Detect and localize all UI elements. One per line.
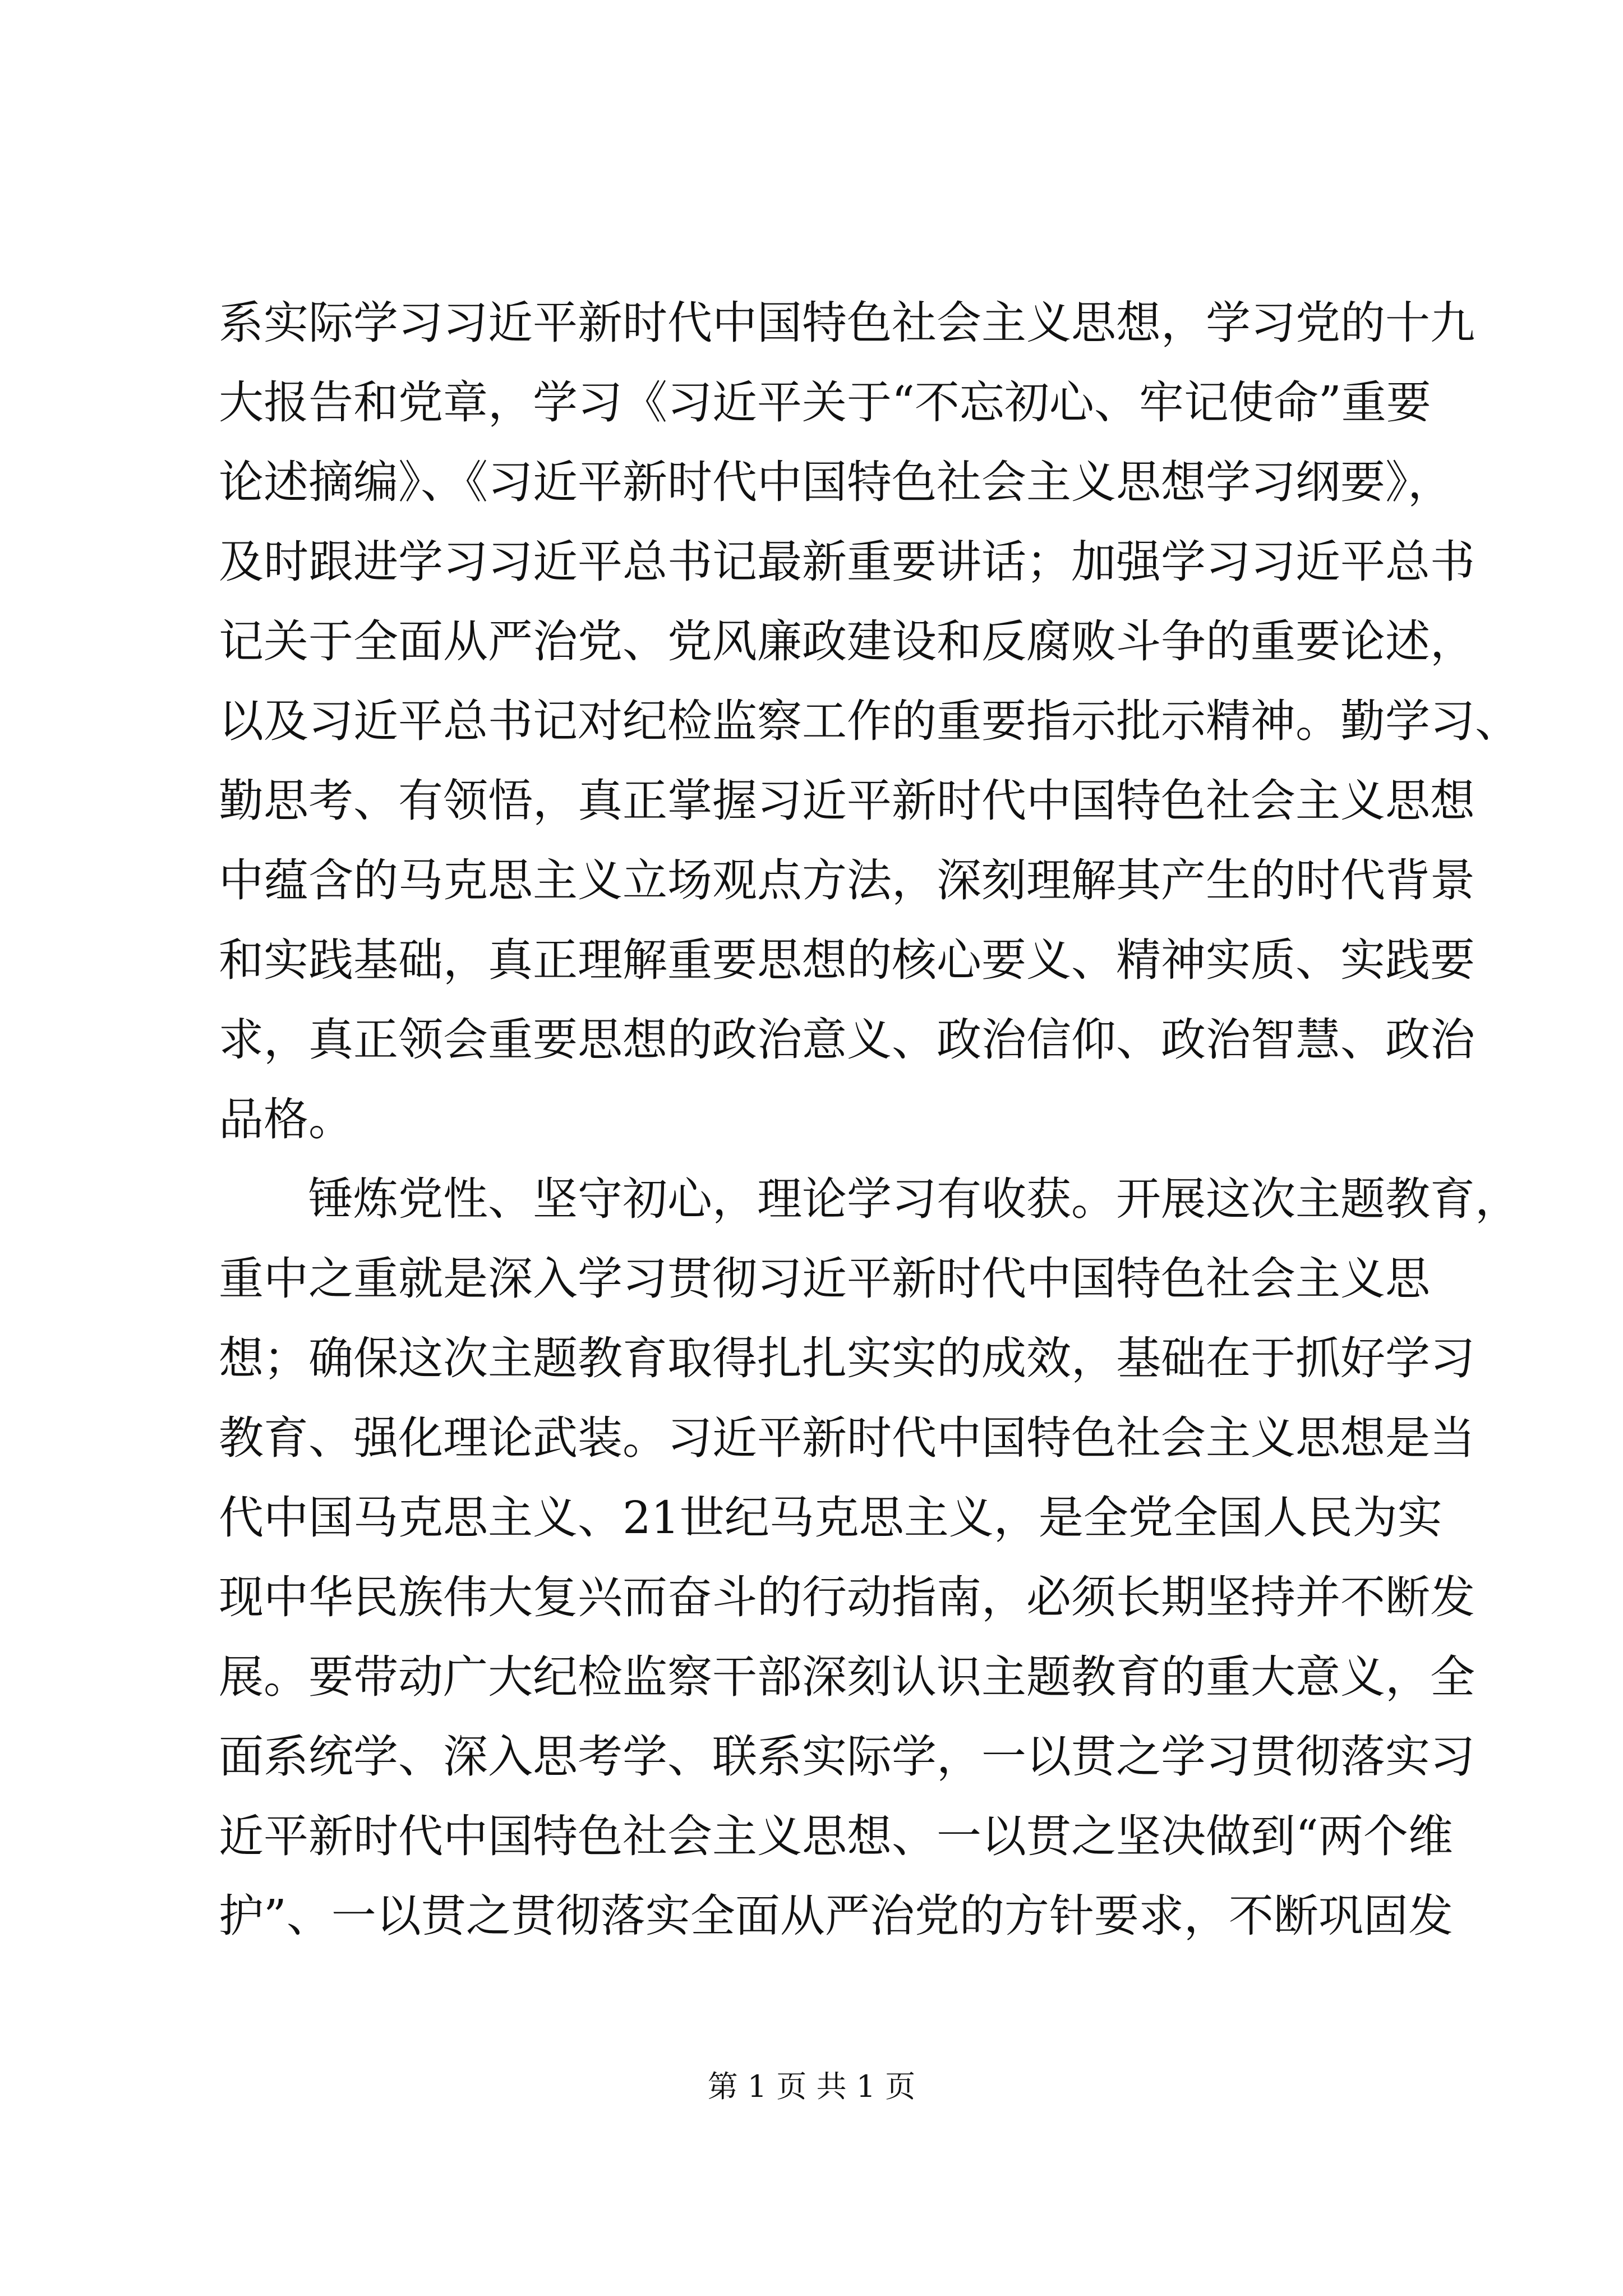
text-line: 论述摘编》、《习近平新时代中国特色社会主义思想学习纲要》， <box>219 456 1453 508</box>
text-line: 代中国马克思主义、21世纪马克思主义，是全党全国人民为实 <box>219 1492 1442 1544</box>
text-line: 系实际学习习近平新时代中国特色社会主义思想，学习党的十九 <box>219 297 1475 349</box>
text-line: 和实践基础，真正理解重要思想的核心要义、精神实质、实践要 <box>219 934 1475 986</box>
page-number-footer: 第 1 页 共 1 页 <box>707 2069 916 2104</box>
text-line: 展。要带动广大纪检监察干部深刻认识主题教育的重大意义，全 <box>219 1651 1475 1703</box>
text-line: 重中之重就是深入学习贯彻习近平新时代中国特色社会主义思 <box>219 1253 1430 1305</box>
text-line: 勤思考、有领悟，真正掌握习近平新时代中国特色社会主义思想 <box>219 775 1475 827</box>
text-line: 大报告和党章，学习《习近平关于“不忘初心、牢记使命”重要 <box>219 376 1431 429</box>
text-line: 以及习近平总书记对纪检监察工作的重要指示批示精神。勤学习、 <box>219 695 1520 747</box>
text-line: 记关于全面从严治党、党风廉政建设和反腐败斗争的重要论述， <box>219 615 1475 668</box>
text-line: 品格。 <box>219 1093 353 1145</box>
paragraph-first-line: 锤炼党性、坚守初心，理论学习有收获。开展这次主题教育， <box>308 1173 1520 1225</box>
text-line: 现中华民族伟大复兴而奋斗的行动指南，必须长期坚持并不断发 <box>219 1571 1475 1623</box>
text-line: 教育、强化理论武装。习近平新时代中国特色社会主义思想是当 <box>219 1412 1475 1464</box>
body-text <box>219 283 1520 1956</box>
text-line: 想；确保这次主题教育取得扎扎实实的成效，基础在于抓好学习 <box>219 1332 1475 1384</box>
text-line: 护”、一以贯之贯彻落实全面从严治党的方针要求，不断巩固发 <box>219 1890 1453 1942</box>
text-line: 及时跟进学习习近平总书记最新重要讲话；加强学习习近平总书 <box>219 536 1475 588</box>
text-line: 中蕴含的马克思主义立场观点方法，深刻理解其产生的时代背景 <box>219 854 1475 907</box>
text-line: 近平新时代中国特色社会主义思想、一以贯之坚决做到“两个维 <box>219 1810 1453 1862</box>
text-line: 面系统学、深入思考学、联系实际学，一以贯之学习贯彻落实习 <box>219 1731 1475 1783</box>
text-line: 求，真正领会重要思想的政治意义、政治信仰、政治智慧、政治 <box>219 1014 1475 1066</box>
